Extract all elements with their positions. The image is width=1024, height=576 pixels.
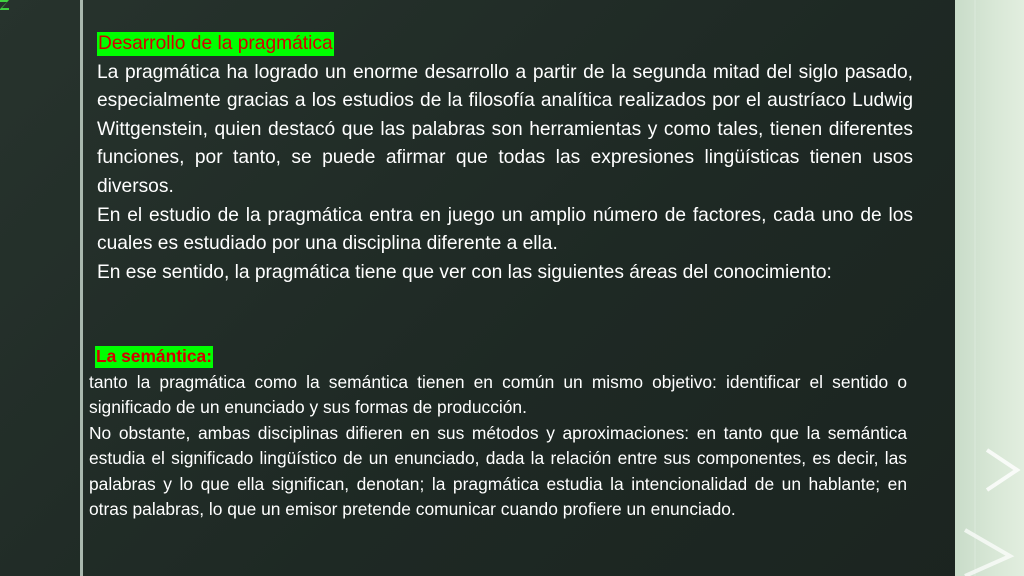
- paragraph: En ese sentido, la pragmática tiene que ver con las siguientes áreas del conocimiento:: [97, 261, 832, 283]
- decorative-side-panel: [955, 0, 1024, 576]
- chevron-decoration-icon: [955, 0, 1024, 576]
- section-heading-desarrollo: Desarrollo de la pragmática: [98, 33, 333, 54]
- section-semantica: [89, 344, 907, 523]
- paragraph: tanto la pragmática como la semántica tienen en común un mismo objetivo: identificar el sentido o significado de un enunciado y sus formas de producción.: [89, 371, 907, 417]
- paragraph: No obstante, ambas disciplinas difieren en sus métodos y aproximaciones: en tanto que la semántica estudia el significado lingüístico de un enunciado, dada la relación entre sus componentes, es decir, las palabras y lo que ella significan, denotan; la pragmática estudia la intencionalidad de un hablante; en otras palabras, lo que un emisor pretende comunicar cuando profiere un enunciado.: [89, 422, 907, 519]
- section-desarrollo: [97, 30, 913, 287]
- paragraph: La pragmática ha logrado un enorme desarrollo a partir de la segunda mitad del siglo pasado, especialmente gracias a los estudios de la filosofía analítica realizados por el austríaco Ludwig Wittgenstein, quien destacó que las palabras son herramientas y como tales, tienen diferentes funciones, por tanto, se puede afirmar que todas las expresiones lingüísticas tienen usos diversos.: [97, 61, 913, 197]
- paragraph: En el estudio de la pragmática entra en juego un amplio número de factores, cada uno de los cuales es estudiado por una disciplina diferente a ella.: [97, 204, 913, 255]
- section-heading-semantica: La semántica:: [96, 346, 212, 366]
- z-logo-icon: [0, 0, 10, 10]
- left-divider: [80, 0, 83, 576]
